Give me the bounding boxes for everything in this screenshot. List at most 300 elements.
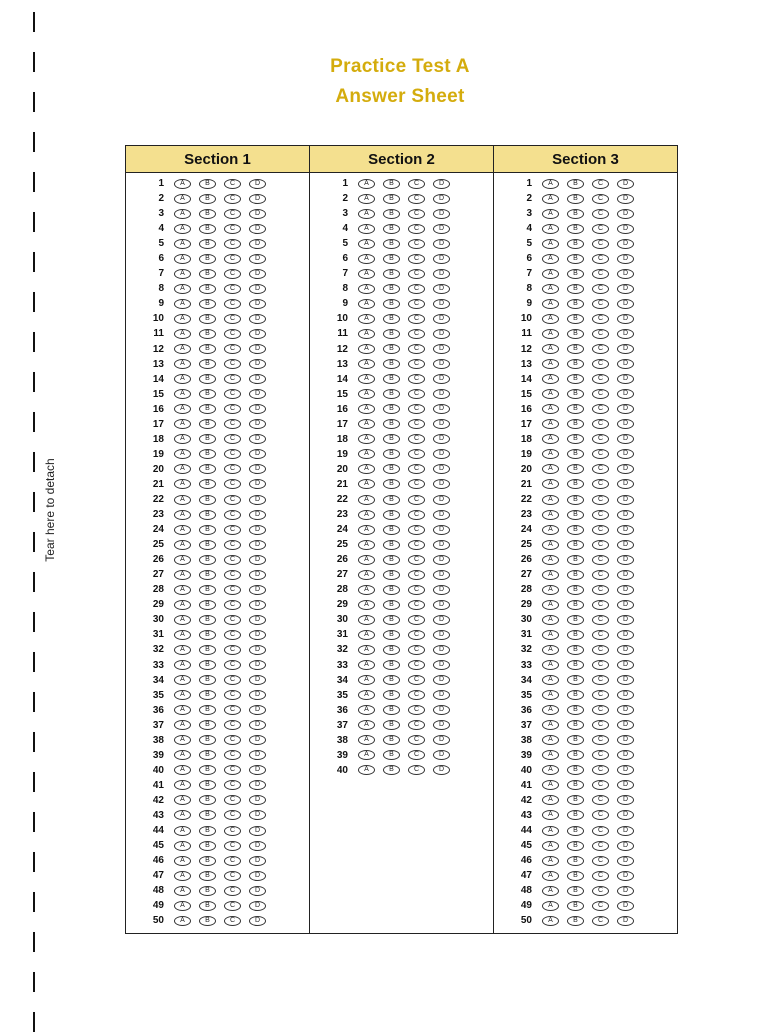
answer-bubble-d[interactable]: D xyxy=(433,479,450,489)
answer-bubble-a[interactable]: A xyxy=(174,871,191,881)
answer-bubble-b[interactable]: B xyxy=(199,209,216,219)
answer-bubble-d[interactable]: D xyxy=(433,464,450,474)
answer-bubble-b[interactable]: B xyxy=(383,479,400,489)
answer-bubble-c[interactable]: C xyxy=(592,871,609,881)
answer-bubble-a[interactable]: A xyxy=(542,690,559,700)
answer-bubble-c[interactable]: C xyxy=(224,449,241,459)
answer-bubble-d[interactable]: D xyxy=(617,449,634,459)
answer-bubble-c[interactable]: C xyxy=(592,179,609,189)
answer-bubble-d[interactable]: D xyxy=(249,404,266,414)
answer-bubble-b[interactable]: B xyxy=(383,329,400,339)
answer-bubble-b[interactable]: B xyxy=(383,750,400,760)
answer-bubble-b[interactable]: B xyxy=(567,810,584,820)
answer-bubble-b[interactable]: B xyxy=(567,495,584,505)
answer-bubble-d[interactable]: D xyxy=(249,495,266,505)
answer-bubble-a[interactable]: A xyxy=(174,344,191,354)
answer-bubble-a[interactable]: A xyxy=(174,901,191,911)
answer-bubble-d[interactable]: D xyxy=(617,314,634,324)
answer-bubble-a[interactable]: A xyxy=(542,555,559,565)
answer-bubble-d[interactable]: D xyxy=(433,675,450,685)
answer-bubble-c[interactable]: C xyxy=(592,826,609,836)
answer-bubble-d[interactable]: D xyxy=(617,810,634,820)
answer-bubble-c[interactable]: C xyxy=(224,464,241,474)
answer-bubble-d[interactable]: D xyxy=(249,314,266,324)
answer-bubble-b[interactable]: B xyxy=(383,254,400,264)
answer-bubble-b[interactable]: B xyxy=(199,510,216,520)
answer-bubble-b[interactable]: B xyxy=(199,916,216,926)
answer-bubble-c[interactable]: C xyxy=(592,886,609,896)
answer-bubble-b[interactable]: B xyxy=(567,239,584,249)
answer-bubble-d[interactable]: D xyxy=(617,284,634,294)
answer-bubble-b[interactable]: B xyxy=(199,645,216,655)
answer-bubble-b[interactable]: B xyxy=(199,449,216,459)
answer-bubble-a[interactable]: A xyxy=(542,224,559,234)
answer-bubble-b[interactable]: B xyxy=(383,555,400,565)
answer-bubble-d[interactable]: D xyxy=(433,525,450,535)
answer-bubble-b[interactable]: B xyxy=(199,750,216,760)
answer-bubble-b[interactable]: B xyxy=(383,510,400,520)
answer-bubble-b[interactable]: B xyxy=(383,735,400,745)
answer-bubble-c[interactable]: C xyxy=(592,359,609,369)
answer-bubble-b[interactable]: B xyxy=(383,720,400,730)
answer-bubble-c[interactable]: C xyxy=(408,495,425,505)
answer-bubble-a[interactable]: A xyxy=(542,735,559,745)
answer-bubble-b[interactable]: B xyxy=(199,314,216,324)
answer-bubble-d[interactable]: D xyxy=(249,856,266,866)
answer-bubble-a[interactable]: A xyxy=(542,239,559,249)
answer-bubble-a[interactable]: A xyxy=(542,194,559,204)
answer-bubble-c[interactable]: C xyxy=(408,705,425,715)
answer-bubble-c[interactable]: C xyxy=(592,540,609,550)
answer-bubble-b[interactable]: B xyxy=(567,585,584,595)
answer-bubble-a[interactable]: A xyxy=(542,585,559,595)
answer-bubble-c[interactable]: C xyxy=(224,720,241,730)
answer-bubble-d[interactable]: D xyxy=(249,615,266,625)
answer-bubble-b[interactable]: B xyxy=(199,224,216,234)
answer-bubble-d[interactable]: D xyxy=(433,750,450,760)
answer-bubble-c[interactable]: C xyxy=(224,329,241,339)
answer-bubble-d[interactable]: D xyxy=(249,449,266,459)
answer-bubble-b[interactable]: B xyxy=(567,329,584,339)
answer-bubble-b[interactable]: B xyxy=(567,479,584,489)
answer-bubble-d[interactable]: D xyxy=(617,901,634,911)
answer-bubble-b[interactable]: B xyxy=(567,555,584,565)
answer-bubble-a[interactable]: A xyxy=(358,344,375,354)
answer-bubble-b[interactable]: B xyxy=(567,269,584,279)
answer-bubble-d[interactable]: D xyxy=(249,540,266,550)
answer-bubble-a[interactable]: A xyxy=(358,615,375,625)
answer-bubble-b[interactable]: B xyxy=(567,690,584,700)
answer-bubble-b[interactable]: B xyxy=(199,765,216,775)
answer-bubble-c[interactable]: C xyxy=(592,224,609,234)
answer-bubble-b[interactable]: B xyxy=(567,901,584,911)
answer-bubble-c[interactable]: C xyxy=(592,735,609,745)
answer-bubble-b[interactable]: B xyxy=(383,419,400,429)
answer-bubble-a[interactable]: A xyxy=(542,615,559,625)
answer-bubble-d[interactable]: D xyxy=(617,750,634,760)
answer-bubble-a[interactable]: A xyxy=(174,254,191,264)
answer-bubble-b[interactable]: B xyxy=(199,254,216,264)
answer-bubble-c[interactable]: C xyxy=(224,841,241,851)
answer-bubble-c[interactable]: C xyxy=(224,179,241,189)
answer-bubble-d[interactable]: D xyxy=(617,374,634,384)
answer-bubble-b[interactable]: B xyxy=(383,705,400,715)
answer-bubble-c[interactable]: C xyxy=(592,780,609,790)
answer-bubble-c[interactable]: C xyxy=(592,795,609,805)
answer-bubble-b[interactable]: B xyxy=(199,389,216,399)
answer-bubble-a[interactable]: A xyxy=(542,464,559,474)
answer-bubble-d[interactable]: D xyxy=(433,179,450,189)
answer-bubble-a[interactable]: A xyxy=(174,660,191,670)
answer-bubble-a[interactable]: A xyxy=(174,299,191,309)
answer-bubble-a[interactable]: A xyxy=(358,540,375,550)
answer-bubble-c[interactable]: C xyxy=(592,720,609,730)
answer-bubble-d[interactable]: D xyxy=(617,720,634,730)
answer-bubble-c[interactable]: C xyxy=(592,630,609,640)
answer-bubble-a[interactable]: A xyxy=(174,479,191,489)
answer-bubble-a[interactable]: A xyxy=(174,750,191,760)
answer-bubble-c[interactable]: C xyxy=(408,179,425,189)
answer-bubble-c[interactable]: C xyxy=(592,901,609,911)
answer-bubble-a[interactable]: A xyxy=(174,329,191,339)
answer-bubble-b[interactable]: B xyxy=(383,464,400,474)
answer-bubble-a[interactable]: A xyxy=(358,209,375,219)
answer-bubble-c[interactable]: C xyxy=(592,841,609,851)
answer-bubble-c[interactable]: C xyxy=(592,750,609,760)
answer-bubble-d[interactable]: D xyxy=(617,916,634,926)
answer-bubble-b[interactable]: B xyxy=(567,841,584,851)
answer-bubble-d[interactable]: D xyxy=(433,194,450,204)
answer-bubble-d[interactable]: D xyxy=(617,269,634,279)
answer-bubble-b[interactable]: B xyxy=(567,750,584,760)
answer-bubble-a[interactable]: A xyxy=(174,705,191,715)
answer-bubble-b[interactable]: B xyxy=(383,194,400,204)
answer-bubble-d[interactable]: D xyxy=(617,209,634,219)
answer-bubble-b[interactable]: B xyxy=(567,464,584,474)
answer-bubble-b[interactable]: B xyxy=(199,359,216,369)
answer-bubble-a[interactable]: A xyxy=(358,359,375,369)
answer-bubble-d[interactable]: D xyxy=(617,224,634,234)
answer-bubble-b[interactable]: B xyxy=(567,254,584,264)
answer-bubble-c[interactable]: C xyxy=(224,585,241,595)
answer-bubble-a[interactable]: A xyxy=(542,886,559,896)
answer-bubble-a[interactable]: A xyxy=(542,510,559,520)
answer-bubble-c[interactable]: C xyxy=(224,705,241,715)
answer-bubble-d[interactable]: D xyxy=(249,871,266,881)
answer-bubble-c[interactable]: C xyxy=(592,434,609,444)
answer-bubble-d[interactable]: D xyxy=(433,615,450,625)
answer-bubble-c[interactable]: C xyxy=(224,690,241,700)
answer-bubble-c[interactable]: C xyxy=(408,660,425,670)
answer-bubble-d[interactable]: D xyxy=(617,675,634,685)
answer-bubble-c[interactable]: C xyxy=(224,765,241,775)
answer-bubble-a[interactable]: A xyxy=(358,434,375,444)
answer-bubble-b[interactable]: B xyxy=(199,600,216,610)
answer-bubble-d[interactable]: D xyxy=(249,374,266,384)
answer-bubble-a[interactable]: A xyxy=(542,765,559,775)
answer-bubble-c[interactable]: C xyxy=(224,510,241,520)
answer-bubble-c[interactable]: C xyxy=(224,750,241,760)
answer-bubble-a[interactable]: A xyxy=(174,284,191,294)
answer-bubble-a[interactable]: A xyxy=(174,239,191,249)
answer-bubble-d[interactable]: D xyxy=(433,705,450,715)
answer-bubble-b[interactable]: B xyxy=(383,615,400,625)
answer-bubble-d[interactable]: D xyxy=(433,254,450,264)
answer-bubble-a[interactable]: A xyxy=(174,615,191,625)
answer-bubble-c[interactable]: C xyxy=(592,765,609,775)
answer-bubble-b[interactable]: B xyxy=(567,600,584,610)
answer-bubble-b[interactable]: B xyxy=(199,344,216,354)
answer-bubble-a[interactable]: A xyxy=(174,826,191,836)
answer-bubble-b[interactable]: B xyxy=(199,615,216,625)
answer-bubble-a[interactable]: A xyxy=(174,359,191,369)
answer-bubble-d[interactable]: D xyxy=(617,615,634,625)
answer-bubble-a[interactable]: A xyxy=(174,434,191,444)
answer-bubble-c[interactable]: C xyxy=(224,389,241,399)
answer-bubble-c[interactable]: C xyxy=(408,570,425,580)
answer-bubble-c[interactable]: C xyxy=(592,856,609,866)
answer-bubble-c[interactable]: C xyxy=(408,359,425,369)
answer-bubble-c[interactable]: C xyxy=(224,374,241,384)
answer-bubble-d[interactable]: D xyxy=(617,404,634,414)
answer-bubble-b[interactable]: B xyxy=(567,735,584,745)
answer-bubble-a[interactable]: A xyxy=(542,434,559,444)
answer-bubble-b[interactable]: B xyxy=(383,600,400,610)
answer-bubble-a[interactable]: A xyxy=(174,600,191,610)
answer-bubble-c[interactable]: C xyxy=(592,555,609,565)
answer-bubble-a[interactable]: A xyxy=(174,510,191,520)
answer-bubble-c[interactable]: C xyxy=(408,720,425,730)
answer-bubble-c[interactable]: C xyxy=(224,434,241,444)
answer-bubble-c[interactable]: C xyxy=(224,645,241,655)
answer-bubble-b[interactable]: B xyxy=(199,555,216,565)
answer-bubble-b[interactable]: B xyxy=(199,374,216,384)
answer-bubble-b[interactable]: B xyxy=(199,464,216,474)
answer-bubble-c[interactable]: C xyxy=(592,495,609,505)
answer-bubble-b[interactable]: B xyxy=(567,630,584,640)
answer-bubble-b[interactable]: B xyxy=(567,720,584,730)
answer-bubble-a[interactable]: A xyxy=(542,645,559,655)
answer-bubble-a[interactable]: A xyxy=(174,525,191,535)
answer-bubble-d[interactable]: D xyxy=(617,705,634,715)
answer-bubble-d[interactable]: D xyxy=(433,660,450,670)
answer-bubble-c[interactable]: C xyxy=(224,359,241,369)
answer-bubble-a[interactable]: A xyxy=(174,645,191,655)
answer-bubble-b[interactable]: B xyxy=(383,585,400,595)
answer-bubble-d[interactable]: D xyxy=(433,404,450,414)
answer-bubble-d[interactable]: D xyxy=(433,555,450,565)
answer-bubble-c[interactable]: C xyxy=(224,901,241,911)
answer-bubble-b[interactable]: B xyxy=(567,645,584,655)
answer-bubble-a[interactable]: A xyxy=(174,886,191,896)
answer-bubble-c[interactable]: C xyxy=(408,735,425,745)
answer-bubble-b[interactable]: B xyxy=(199,299,216,309)
answer-bubble-b[interactable]: B xyxy=(383,344,400,354)
answer-bubble-b[interactable]: B xyxy=(199,856,216,866)
answer-bubble-c[interactable]: C xyxy=(408,525,425,535)
answer-bubble-a[interactable]: A xyxy=(174,780,191,790)
answer-bubble-b[interactable]: B xyxy=(199,675,216,685)
answer-bubble-b[interactable]: B xyxy=(567,389,584,399)
answer-bubble-c[interactable]: C xyxy=(408,329,425,339)
answer-bubble-c[interactable]: C xyxy=(224,495,241,505)
answer-bubble-d[interactable]: D xyxy=(617,179,634,189)
answer-bubble-a[interactable]: A xyxy=(542,419,559,429)
answer-bubble-c[interactable]: C xyxy=(592,690,609,700)
answer-bubble-a[interactable]: A xyxy=(174,555,191,565)
answer-bubble-a[interactable]: A xyxy=(542,871,559,881)
answer-bubble-c[interactable]: C xyxy=(224,600,241,610)
answer-bubble-a[interactable]: A xyxy=(174,795,191,805)
answer-bubble-c[interactable]: C xyxy=(592,419,609,429)
answer-bubble-a[interactable]: A xyxy=(542,254,559,264)
answer-bubble-c[interactable]: C xyxy=(408,690,425,700)
answer-bubble-a[interactable]: A xyxy=(174,675,191,685)
answer-bubble-d[interactable]: D xyxy=(433,765,450,775)
answer-bubble-d[interactable]: D xyxy=(433,359,450,369)
answer-bubble-a[interactable]: A xyxy=(358,510,375,520)
answer-bubble-b[interactable]: B xyxy=(383,765,400,775)
answer-bubble-d[interactable]: D xyxy=(249,705,266,715)
answer-bubble-c[interactable]: C xyxy=(592,675,609,685)
answer-bubble-b[interactable]: B xyxy=(567,871,584,881)
answer-bubble-a[interactable]: A xyxy=(358,660,375,670)
answer-bubble-c[interactable]: C xyxy=(224,314,241,324)
answer-bubble-b[interactable]: B xyxy=(567,179,584,189)
answer-bubble-d[interactable]: D xyxy=(249,299,266,309)
answer-bubble-c[interactable]: C xyxy=(408,434,425,444)
answer-bubble-c[interactable]: C xyxy=(592,645,609,655)
answer-bubble-c[interactable]: C xyxy=(408,374,425,384)
answer-bubble-a[interactable]: A xyxy=(358,314,375,324)
answer-bubble-d[interactable]: D xyxy=(617,886,634,896)
answer-bubble-b[interactable]: B xyxy=(383,645,400,655)
answer-bubble-d[interactable]: D xyxy=(249,224,266,234)
answer-bubble-b[interactable]: B xyxy=(383,495,400,505)
answer-bubble-c[interactable]: C xyxy=(592,284,609,294)
answer-bubble-b[interactable]: B xyxy=(383,269,400,279)
answer-bubble-d[interactable]: D xyxy=(433,299,450,309)
answer-bubble-d[interactable]: D xyxy=(249,660,266,670)
answer-bubble-a[interactable]: A xyxy=(358,600,375,610)
answer-bubble-d[interactable]: D xyxy=(617,479,634,489)
answer-bubble-d[interactable]: D xyxy=(617,826,634,836)
answer-bubble-a[interactable]: A xyxy=(542,720,559,730)
answer-bubble-b[interactable]: B xyxy=(567,916,584,926)
answer-bubble-c[interactable]: C xyxy=(224,525,241,535)
answer-bubble-b[interactable]: B xyxy=(199,570,216,580)
answer-bubble-b[interactable]: B xyxy=(567,615,584,625)
answer-bubble-a[interactable]: A xyxy=(174,630,191,640)
answer-bubble-b[interactable]: B xyxy=(383,179,400,189)
answer-bubble-a[interactable]: A xyxy=(358,495,375,505)
answer-bubble-c[interactable]: C xyxy=(408,765,425,775)
answer-bubble-d[interactable]: D xyxy=(249,419,266,429)
answer-bubble-b[interactable]: B xyxy=(567,826,584,836)
answer-bubble-d[interactable]: D xyxy=(249,479,266,489)
answer-bubble-c[interactable]: C xyxy=(224,630,241,640)
answer-bubble-a[interactable]: A xyxy=(358,449,375,459)
answer-bubble-d[interactable]: D xyxy=(249,780,266,790)
answer-bubble-b[interactable]: B xyxy=(199,795,216,805)
answer-bubble-c[interactable]: C xyxy=(408,615,425,625)
answer-bubble-b[interactable]: B xyxy=(567,795,584,805)
answer-bubble-a[interactable]: A xyxy=(358,765,375,775)
answer-bubble-a[interactable]: A xyxy=(542,299,559,309)
answer-bubble-c[interactable]: C xyxy=(592,344,609,354)
answer-bubble-c[interactable]: C xyxy=(592,209,609,219)
answer-bubble-c[interactable]: C xyxy=(408,389,425,399)
answer-bubble-d[interactable]: D xyxy=(433,329,450,339)
answer-bubble-b[interactable]: B xyxy=(567,194,584,204)
answer-bubble-c[interactable]: C xyxy=(224,209,241,219)
answer-bubble-a[interactable]: A xyxy=(542,314,559,324)
answer-bubble-d[interactable]: D xyxy=(249,765,266,775)
answer-bubble-b[interactable]: B xyxy=(383,525,400,535)
answer-bubble-c[interactable]: C xyxy=(408,269,425,279)
answer-bubble-d[interactable]: D xyxy=(617,690,634,700)
answer-bubble-a[interactable]: A xyxy=(174,449,191,459)
answer-bubble-c[interactable]: C xyxy=(224,735,241,745)
answer-bubble-a[interactable]: A xyxy=(174,314,191,324)
answer-bubble-b[interactable]: B xyxy=(567,705,584,715)
answer-bubble-c[interactable]: C xyxy=(592,194,609,204)
answer-bubble-a[interactable]: A xyxy=(542,269,559,279)
answer-bubble-a[interactable]: A xyxy=(358,374,375,384)
answer-bubble-a[interactable]: A xyxy=(542,795,559,805)
answer-bubble-c[interactable]: C xyxy=(224,675,241,685)
answer-bubble-a[interactable]: A xyxy=(358,645,375,655)
answer-bubble-d[interactable]: D xyxy=(249,675,266,685)
answer-bubble-a[interactable]: A xyxy=(542,856,559,866)
answer-bubble-b[interactable]: B xyxy=(199,434,216,444)
answer-bubble-a[interactable]: A xyxy=(542,540,559,550)
answer-bubble-d[interactable]: D xyxy=(249,720,266,730)
answer-bubble-a[interactable]: A xyxy=(174,404,191,414)
answer-bubble-c[interactable]: C xyxy=(592,585,609,595)
answer-bubble-a[interactable]: A xyxy=(174,810,191,820)
answer-bubble-a[interactable]: A xyxy=(542,495,559,505)
answer-bubble-a[interactable]: A xyxy=(358,479,375,489)
answer-bubble-d[interactable]: D xyxy=(249,194,266,204)
answer-bubble-c[interactable]: C xyxy=(408,239,425,249)
answer-bubble-b[interactable]: B xyxy=(567,570,584,580)
answer-bubble-d[interactable]: D xyxy=(249,901,266,911)
answer-bubble-a[interactable]: A xyxy=(358,239,375,249)
answer-bubble-a[interactable]: A xyxy=(542,179,559,189)
answer-bubble-c[interactable]: C xyxy=(592,254,609,264)
answer-bubble-d[interactable]: D xyxy=(617,254,634,264)
answer-bubble-a[interactable]: A xyxy=(174,585,191,595)
answer-bubble-a[interactable]: A xyxy=(174,690,191,700)
answer-bubble-d[interactable]: D xyxy=(249,179,266,189)
answer-bubble-b[interactable]: B xyxy=(567,434,584,444)
answer-bubble-b[interactable]: B xyxy=(383,660,400,670)
answer-bubble-d[interactable]: D xyxy=(249,209,266,219)
answer-bubble-d[interactable]: D xyxy=(249,239,266,249)
answer-bubble-d[interactable]: D xyxy=(249,434,266,444)
answer-bubble-b[interactable]: B xyxy=(567,344,584,354)
answer-bubble-b[interactable]: B xyxy=(199,419,216,429)
answer-bubble-c[interactable]: C xyxy=(408,344,425,354)
answer-bubble-c[interactable]: C xyxy=(592,479,609,489)
answer-bubble-d[interactable]: D xyxy=(617,660,634,670)
answer-bubble-a[interactable]: A xyxy=(542,404,559,414)
answer-bubble-a[interactable]: A xyxy=(174,269,191,279)
answer-bubble-b[interactable]: B xyxy=(199,525,216,535)
answer-bubble-d[interactable]: D xyxy=(617,735,634,745)
answer-bubble-d[interactable]: D xyxy=(249,735,266,745)
